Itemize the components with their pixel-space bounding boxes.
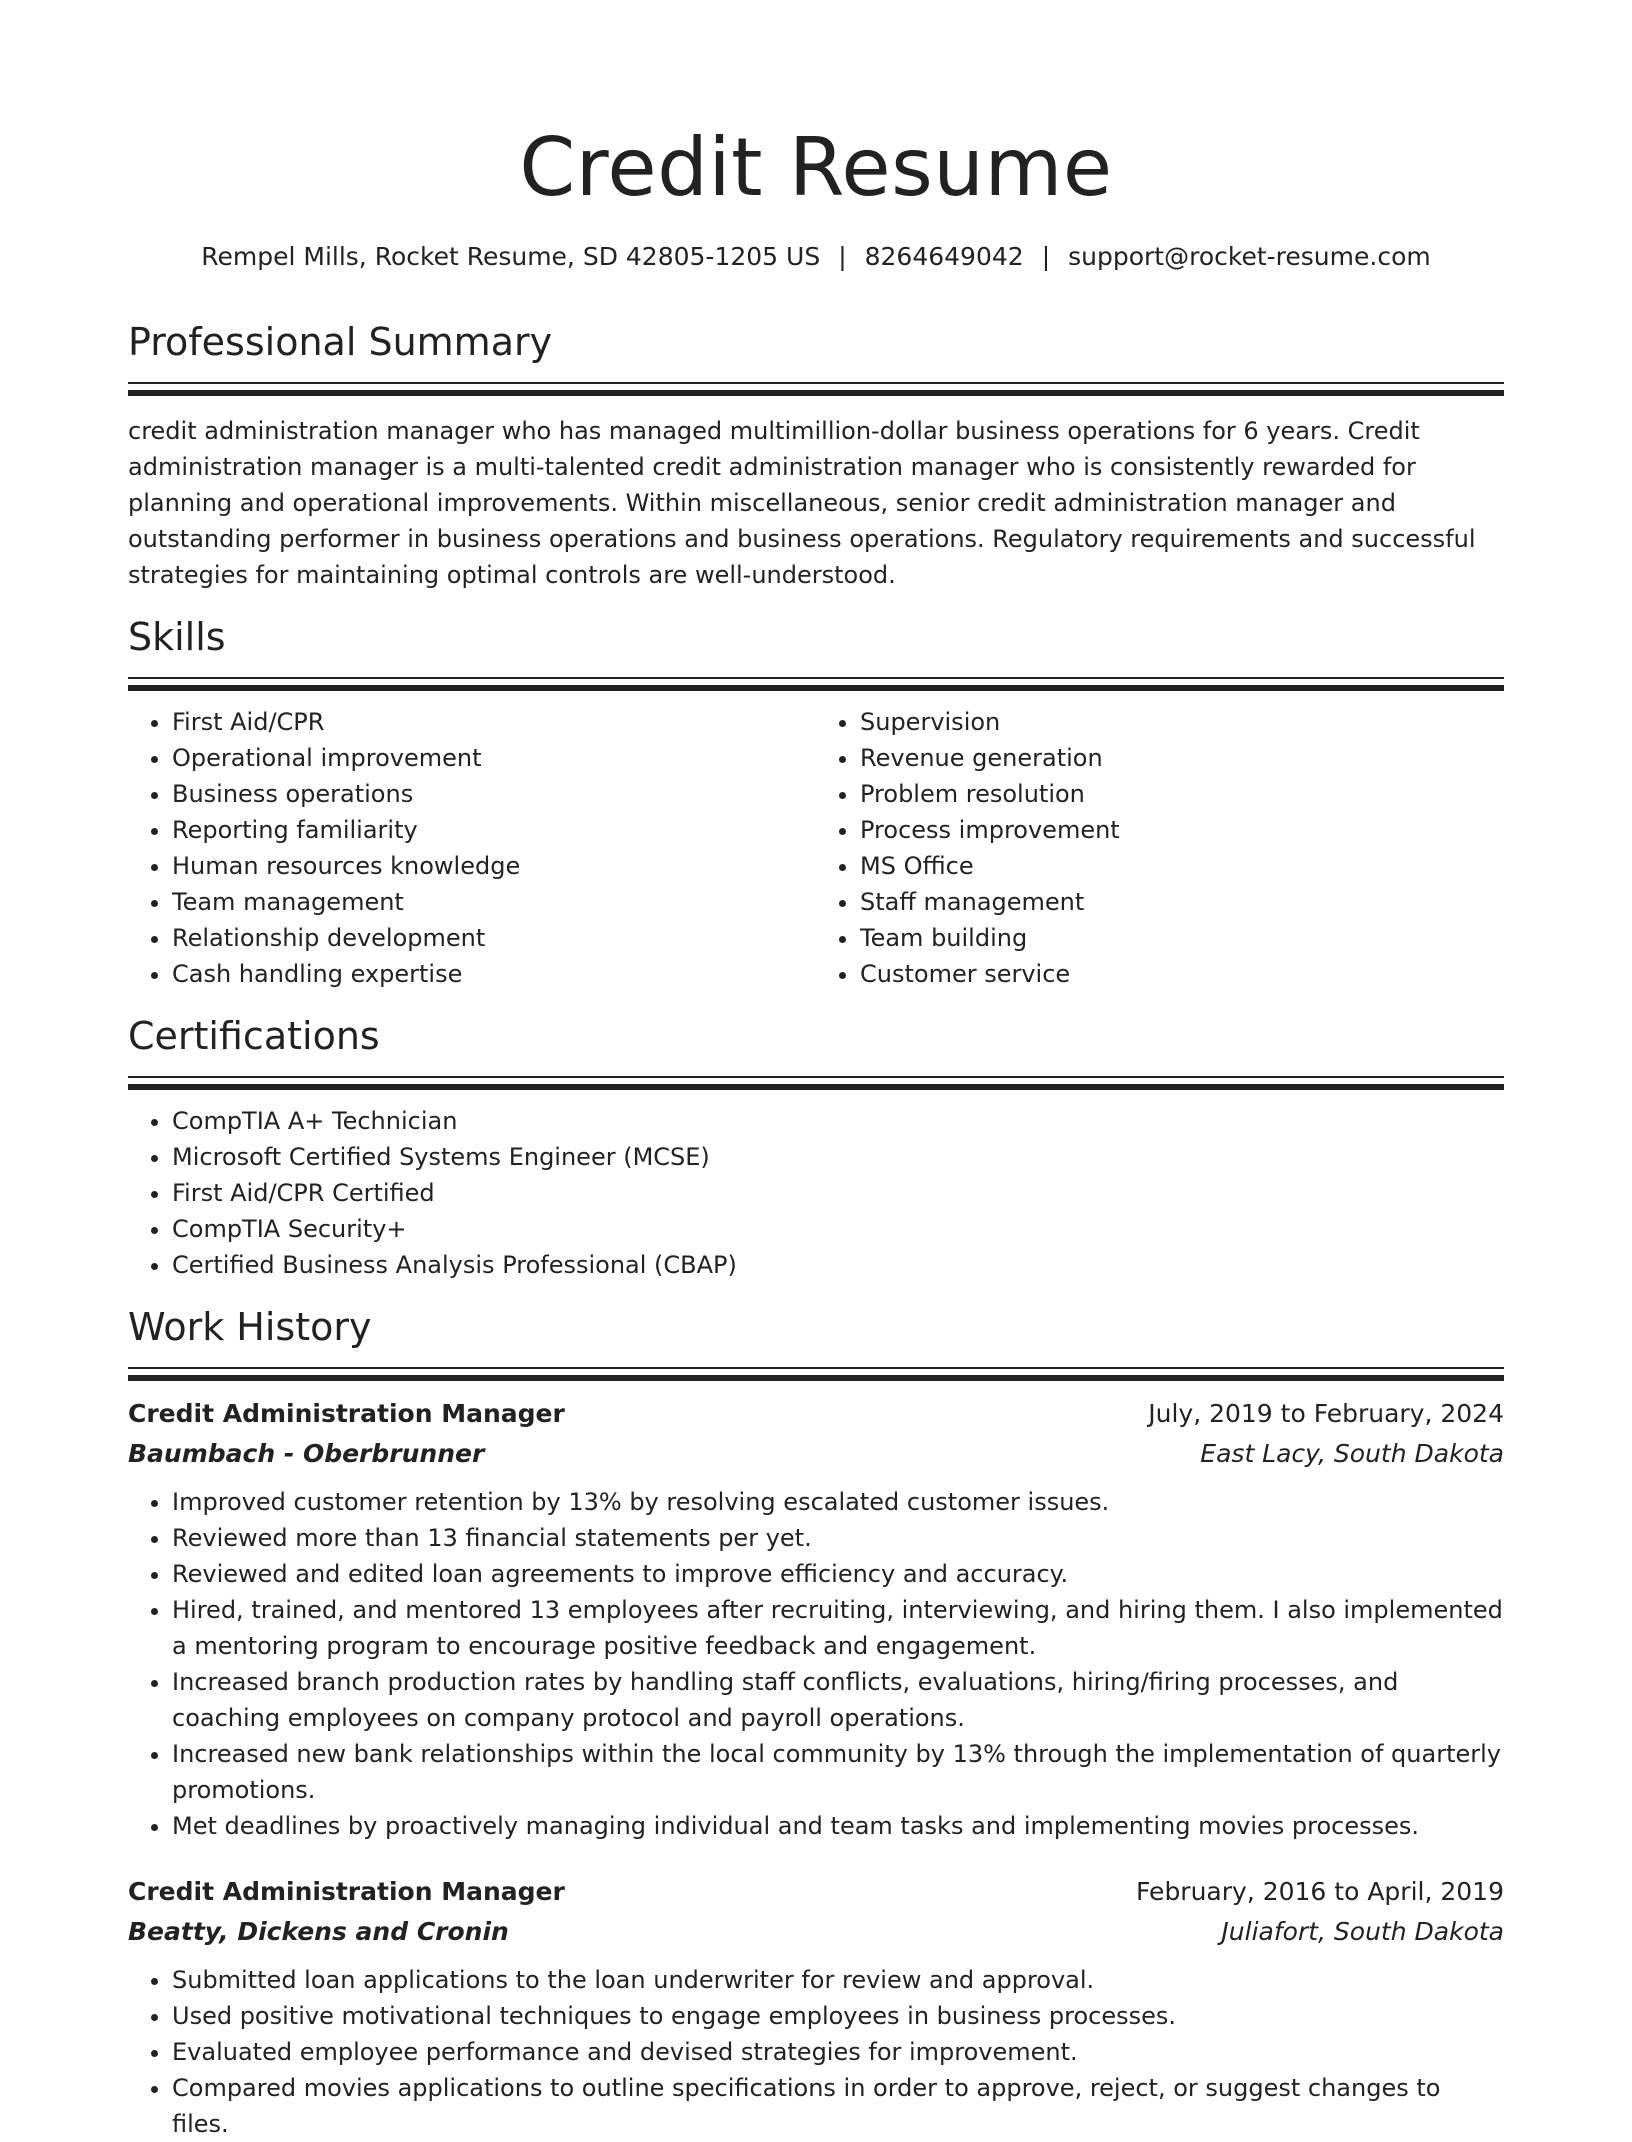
job-bullet: • Increased new bank relationships within the local community by 13% through the implementation of quarterly promotions. <box>172 1736 1504 1808</box>
job-bullet: • Compared movies applications to outline specifications in order to approve, reject, or suggest changes to files. <box>172 2070 1504 2142</box>
job-dates: February, 2016 to April, 2019 <box>1136 1877 1504 1906</box>
job-location: East Lacy, South Dakota <box>1200 1439 1504 1468</box>
skill-item: • Reporting familiarity <box>172 812 816 848</box>
job-company: Baumbach - Oberbrunner <box>128 1439 485 1468</box>
skill-item: • Customer service <box>860 956 1504 992</box>
section-heading-summary: Professional Summary <box>128 320 553 364</box>
summary-section <box>128 318 1504 593</box>
skill-item: • Business operations <box>172 776 816 812</box>
certification-item: • CompTIA A+ Technician <box>172 1103 1504 1139</box>
job-bullets <box>128 1484 1504 1844</box>
certification-item: • Certified Business Analysis Professional (CBAP) <box>172 1247 1504 1283</box>
job-entry <box>128 1872 1504 2142</box>
job-company-row <box>128 1912 1504 1952</box>
section-divider <box>128 1367 1504 1380</box>
job-title: Credit Administration Manager <box>128 1877 565 1906</box>
skills-list-left <box>128 704 816 992</box>
job-header-row <box>128 1394 1504 1434</box>
job-bullets <box>128 1962 1504 2142</box>
resume-content <box>128 318 1504 2142</box>
skills-list-right <box>816 704 1504 992</box>
job-bullet: • Increased branch production rates by handling staff conflicts, evaluations, hiring/firing processes, and coaching employees on company protocol and payroll operations. <box>172 1664 1504 1736</box>
job-header-row <box>128 1872 1504 1912</box>
section-heading-work-history: Work History <box>128 1305 372 1349</box>
work-history-section <box>128 1303 1504 2142</box>
job-company: Beatty, Dickens and Cronin <box>128 1917 509 1946</box>
skill-item: • Revenue generation <box>860 740 1504 776</box>
contact-separator: | <box>1041 242 1051 271</box>
job-dates: July, 2019 to February, 2024 <box>1148 1399 1504 1428</box>
skill-item: • Relationship development <box>172 920 816 956</box>
job-bullet: • Used positive motivational techniques to engage employees in business processes. <box>172 1998 1504 2034</box>
job-title: Credit Administration Manager <box>128 1399 565 1428</box>
skill-item: • Problem resolution <box>860 776 1504 812</box>
skills-section <box>128 613 1504 992</box>
job-bullet: • Submitted loan applications to the loan underwriter for review and approval. <box>172 1962 1504 1998</box>
certification-item: • First Aid/CPR Certified <box>172 1175 1504 1211</box>
certifications-section <box>128 1012 1504 1283</box>
job-bullet: • Improved customer retention by 13% by resolving escalated customer issues. <box>172 1484 1504 1520</box>
skill-item: • Team building <box>860 920 1504 956</box>
contact-line <box>0 240 1632 274</box>
resume-title: Credit Resume <box>519 121 1113 214</box>
job-bullet: • Met deadlines by proactively managing individual and team tasks and implementing movies processes. <box>172 1808 1504 1844</box>
contact-separator: | <box>838 242 847 271</box>
certification-item: • Microsoft Certified Systems Engineer (MCSE) <box>172 1139 1504 1175</box>
skill-item: • First Aid/CPR <box>172 704 816 740</box>
skill-item: • Supervision <box>860 704 1504 740</box>
skill-item: • Team management <box>172 884 816 920</box>
skill-item: • Operational improvement <box>172 740 816 776</box>
section-heading-skills: Skills <box>128 615 226 659</box>
section-divider <box>128 382 1504 395</box>
skill-item: • Staff management <box>860 884 1504 920</box>
section-heading-certifications: Certifications <box>128 1014 380 1058</box>
job-entry <box>128 1394 1504 1844</box>
resume-header <box>0 0 1632 274</box>
skill-item: • MS Office <box>860 848 1504 884</box>
section-divider <box>128 1076 1504 1089</box>
contact-email: support@rocket-resume.com <box>1068 242 1431 271</box>
job-bullet: • Reviewed more than 13 financial statements per yet. <box>172 1520 1504 1556</box>
job-company-row <box>128 1434 1504 1474</box>
job-bullet: • Reviewed and edited loan agreements to improve efficiency and accuracy. <box>172 1556 1504 1592</box>
contact-phone: 8264649042 <box>864 242 1024 271</box>
job-bullet: • Evaluated employee performance and devised strategies for improvement. <box>172 2034 1504 2070</box>
summary-text: credit administration manager who has managed multimillion-dollar business operations for 6 years. Credit administration manager is a multi-talented credit administration manager who is consistently rewarded for planning and operational improvements. Within miscellaneous, senior credit administration manager and outstanding performer in business operations and business operations. Regulatory requirements and successful strategies for maintaining optimal controls are well-understood. <box>128 417 1476 589</box>
certifications-list <box>128 1103 1504 1283</box>
job-location: Juliafort, South Dakota <box>1221 1917 1504 1946</box>
skill-item: • Process improvement <box>860 812 1504 848</box>
skills-grid <box>128 704 1504 992</box>
certification-item: • CompTIA Security+ <box>172 1211 1504 1247</box>
section-divider <box>128 677 1504 690</box>
job-bullet: • Hired, trained, and mentored 13 employees after recruiting, interviewing, and hiring them. I also implemented a mentoring program to encourage positive feedback and engagement. <box>172 1592 1504 1664</box>
skill-item: • Cash handling expertise <box>172 956 816 992</box>
contact-address: Rempel Mills, Rocket Resume, SD 42805-1205 US <box>201 242 821 271</box>
skill-item: • Human resources knowledge <box>172 848 816 884</box>
